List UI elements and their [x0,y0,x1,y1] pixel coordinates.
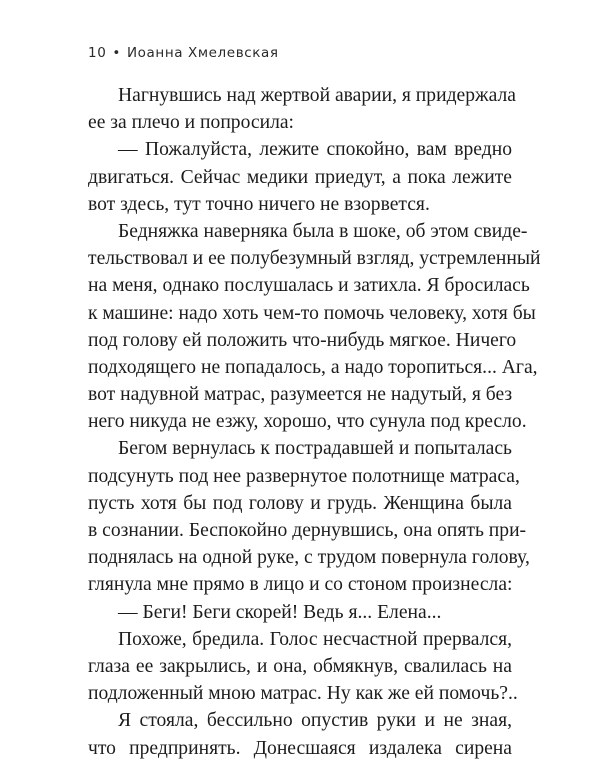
paragraph [88,82,516,136]
text-line: тельствовал и ее полубезумный взгляд, устремленный [88,248,541,270]
text-line: пусть хотя бы под голову и грудь. Женщина была [88,492,512,514]
text-line: подложенный мною матрас. Ну как же ей помочь?.. [88,683,518,705]
running-header [88,45,279,61]
paragraph [88,599,512,626]
text-line: Бегом вернулась к пострадавшей и попыталась [118,438,512,460]
header-separator: • [112,45,121,61]
paragraph [88,218,541,436]
text-line: на меня, однако послушалась и затихла. Я бросилась [88,275,530,297]
text-line: Бедняжка наверняка была в шоке, об этом свиде- [118,220,528,242]
text-line: двигаться. Сейчас медики приедут, а пока лежите [88,166,512,188]
text-line: глаза ее закрылись, и она, обмякнув, свалилась на [88,655,512,677]
text-line: — Беги! Беги скорей! Ведь я... Елена... [118,601,442,623]
paragraph [88,707,512,761]
text-line: поднялась на одной руке, с трудом повернула голову, [88,547,530,569]
text-line: глянула мне прямо в лицо и со стоном произнесла: [88,574,513,596]
text-line: Я стояла, бессильно опустив руки и не зная, [118,710,512,732]
text-line: вот надувной матрас, разумеется не надутый, я без [88,384,513,406]
author-name: Иоанна Хмелевская [126,45,279,61]
text-line: Нагнувшись над жертвой аварии, я придержала [118,85,516,106]
text-line: что предпринять. Донесшаяся издалека сирена [88,737,512,759]
text-line: вот здесь, тут точно ничего не взорвется. [88,193,430,215]
text-line: ее за плечо и попросила: [88,112,294,134]
text-line: под голову ей положить что-нибудь мягкое. Ничего [88,329,517,351]
paragraph [88,136,512,218]
paragraph [88,626,518,708]
text-line: Похоже, бредила. Голос несчастной прервался, [118,628,512,650]
body-text [88,82,541,762]
text-line: к машине: надо хоть чем-то помочь человеку, хотя бы [88,302,536,324]
text-line: него никуда не езжу, хорошо, что сунула под кресло. [88,411,527,433]
text-line: подходящего не попадалось, а надо торопиться... Ага, [88,356,538,378]
text-line: в сознании. Беспокойно дернувшись, она опять при- [88,520,527,541]
text-line: подсунуть под нее развернутое полотнище матраса, [88,465,520,487]
paragraph [88,435,530,598]
text-line: — Пожалуйста, лежите спокойно, вам вредно [118,139,512,161]
page-number: 10 [88,45,107,61]
